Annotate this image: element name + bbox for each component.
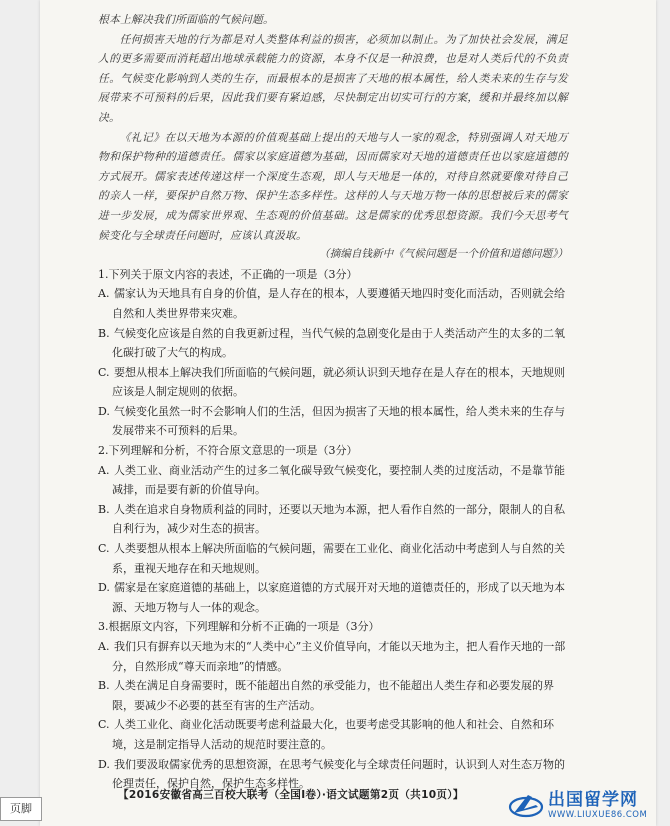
option-a bbox=[98, 637, 568, 676]
option-label: C. bbox=[98, 718, 110, 732]
passage-paragraph-1: 根本上解决我们所面临的气候问题。 bbox=[98, 13, 274, 26]
watermark-title: 出国留学网 bbox=[548, 789, 638, 810]
option-label: A. bbox=[98, 640, 110, 653]
option-b bbox=[98, 676, 568, 715]
question-stem: 3.根据原文内容，下列理解和分析不正确的一项是（3分） bbox=[98, 620, 380, 634]
option-c bbox=[98, 539, 568, 578]
option-label: D. bbox=[98, 404, 110, 418]
option-text: 要想从根本上解决我们所面临的气候问题，就必须认识到天地存在是人存在的根本，天地规则应该是人制定规则的依据。 bbox=[112, 365, 565, 399]
question-3 bbox=[98, 617, 568, 793]
option-text: 我们要汲取儒家优秀的思想资源，在思考气候变化与全球责任问题时，认识到人对生态万物的伦理责任，保护自然，保护生态多样性。 bbox=[112, 757, 565, 791]
option-d bbox=[98, 402, 568, 441]
option-b bbox=[98, 324, 568, 363]
option-text: 人类在满足自身需要时，既不能超出自然的承受能力，也不能超出人类生存和必要发展的界限，要减少不必要的甚至有害的生产活动。 bbox=[112, 679, 554, 712]
question-stem: 1.下列关于原文内容的表述，不正确的一项是（3分） bbox=[98, 267, 358, 281]
option-text: 人类在追求自身物质利益的同时，还要以天地为本源，把人看作自然的一部分，限制人的自私自利行为，减少对生态的损害。 bbox=[112, 502, 565, 536]
option-c bbox=[98, 715, 568, 754]
option-label: B. bbox=[98, 326, 110, 340]
watermark-text bbox=[548, 790, 647, 821]
watermark-url: WWW.LIUXUE86.COM bbox=[548, 809, 648, 820]
option-label: A. bbox=[98, 287, 110, 301]
question-2 bbox=[98, 441, 568, 617]
option-text: 气候变化应该是自然的自我更新过程，当代气候的急剧变化是由于人类活动产生的太多的二氧化碳打破了大气的构成。 bbox=[112, 326, 565, 360]
page-content bbox=[98, 10, 568, 794]
passage-paragraph-3: 《礼记》在以天地为本源的价值观基础上提出的天地与人一家的观念，特别强调人对天地万物和保护物种的道德责任。儒家以家庭道德为基础，因而儒家对天地的道德责任也以家庭道德的方式展开。儒家表述传递这样一个深度生态观，即人与天地是一体的，对待自然就要像对待自己的亲人一样，要保护自然万物、保护生态多样性。这样的人与天地万物一体的思想被后来的儒家进一步发展，成为儒家世界观、生态观的价值基础。这是儒家的优秀思想资源。我们今天思考气候变化与全球责任问题时，应该认真汲取。 bbox=[98, 130, 568, 242]
question-stem: 2.下列理解和分析，不符合原文意思的一项是（3分） bbox=[98, 444, 358, 458]
option-label: D. bbox=[98, 581, 110, 595]
option-text: 我们只有摒弃以天地为末的“人类中心”主义价值导向，才能以天地为主，把人看作天地的一部分，自然形成“尊天而亲地”的情感。 bbox=[112, 640, 566, 673]
option-text: 儒家是在家庭道德的基础上，以家庭道德的方式展开对天地的道德责任的，形成了以天地为本源、天地万物与人一体的观念。 bbox=[112, 581, 565, 614]
option-text: 儒家认为天地具有自身的价值，是人存在的根本，人要遵循天地四时变化而活动，否则就会给自然和人类世界带来灾难。 bbox=[112, 287, 565, 320]
option-label: C. bbox=[98, 365, 110, 379]
passage-paragraph-2: 任何损害天地的行为都是对人类整体利益的损害，必须加以制止。为了加快社会发展，满足人的更多需要而消耗超出地球承载能力的资源，本身不仅是一种浪费，也是对人类后代的不负责任。气候变化影响到人类的生存，而最根本的是损害了天地的根本属性，给人类未来的生存与发展带来不可预料的后果，因此我们要有紧迫感，尽快制定出切实可行的方案，缓和并最终加以解决。 bbox=[98, 32, 568, 124]
site-watermark bbox=[508, 786, 668, 824]
airplane-logo-icon bbox=[508, 787, 544, 823]
exam-page bbox=[40, 0, 656, 826]
option-label: C. bbox=[98, 542, 110, 556]
option-a bbox=[98, 284, 568, 323]
option-label: D. bbox=[98, 757, 110, 771]
option-text: 气候变化虽然一时不会影响人们的生活，但因为损害了天地的根本属性，给人类未来的生存与发展带来不可预料的后果。 bbox=[112, 404, 565, 438]
option-c bbox=[98, 363, 568, 402]
option-d bbox=[98, 578, 568, 617]
option-label: B. bbox=[98, 679, 110, 693]
option-b bbox=[98, 500, 568, 539]
option-text: 人类工业化、商业化活动既要考虑利益最大化，也要考虑受其影响的他人和社会、自然和环境，这是制定指导人活动的规范时要注意的。 bbox=[112, 718, 554, 751]
option-text: 人类要想从根本上解决所面临的气候问题，需要在工业化、商业化活动中考虑到人与自然的关系，重视天地存在和天地规则。 bbox=[112, 542, 565, 575]
option-a bbox=[98, 461, 568, 500]
exam-footer: 【2016安徽省高三百校大联考（全国Ⅰ卷）·语文试题第2页（共10页）】 bbox=[118, 789, 464, 801]
passage-citation: （摘编自钱新中《气候问题是一个价值和道德问题》） bbox=[319, 248, 568, 261]
question-1 bbox=[98, 265, 568, 441]
option-text: 人类工业、商业活动产生的过多二氧化碳导致气候变化，要控制人类的过度活动，不是靠节能减排，而是要有新的价值导向。 bbox=[112, 463, 565, 497]
option-label: A. bbox=[98, 463, 110, 477]
page-footer-button[interactable]: 页脚 bbox=[0, 797, 42, 821]
option-label: B. bbox=[98, 502, 110, 516]
